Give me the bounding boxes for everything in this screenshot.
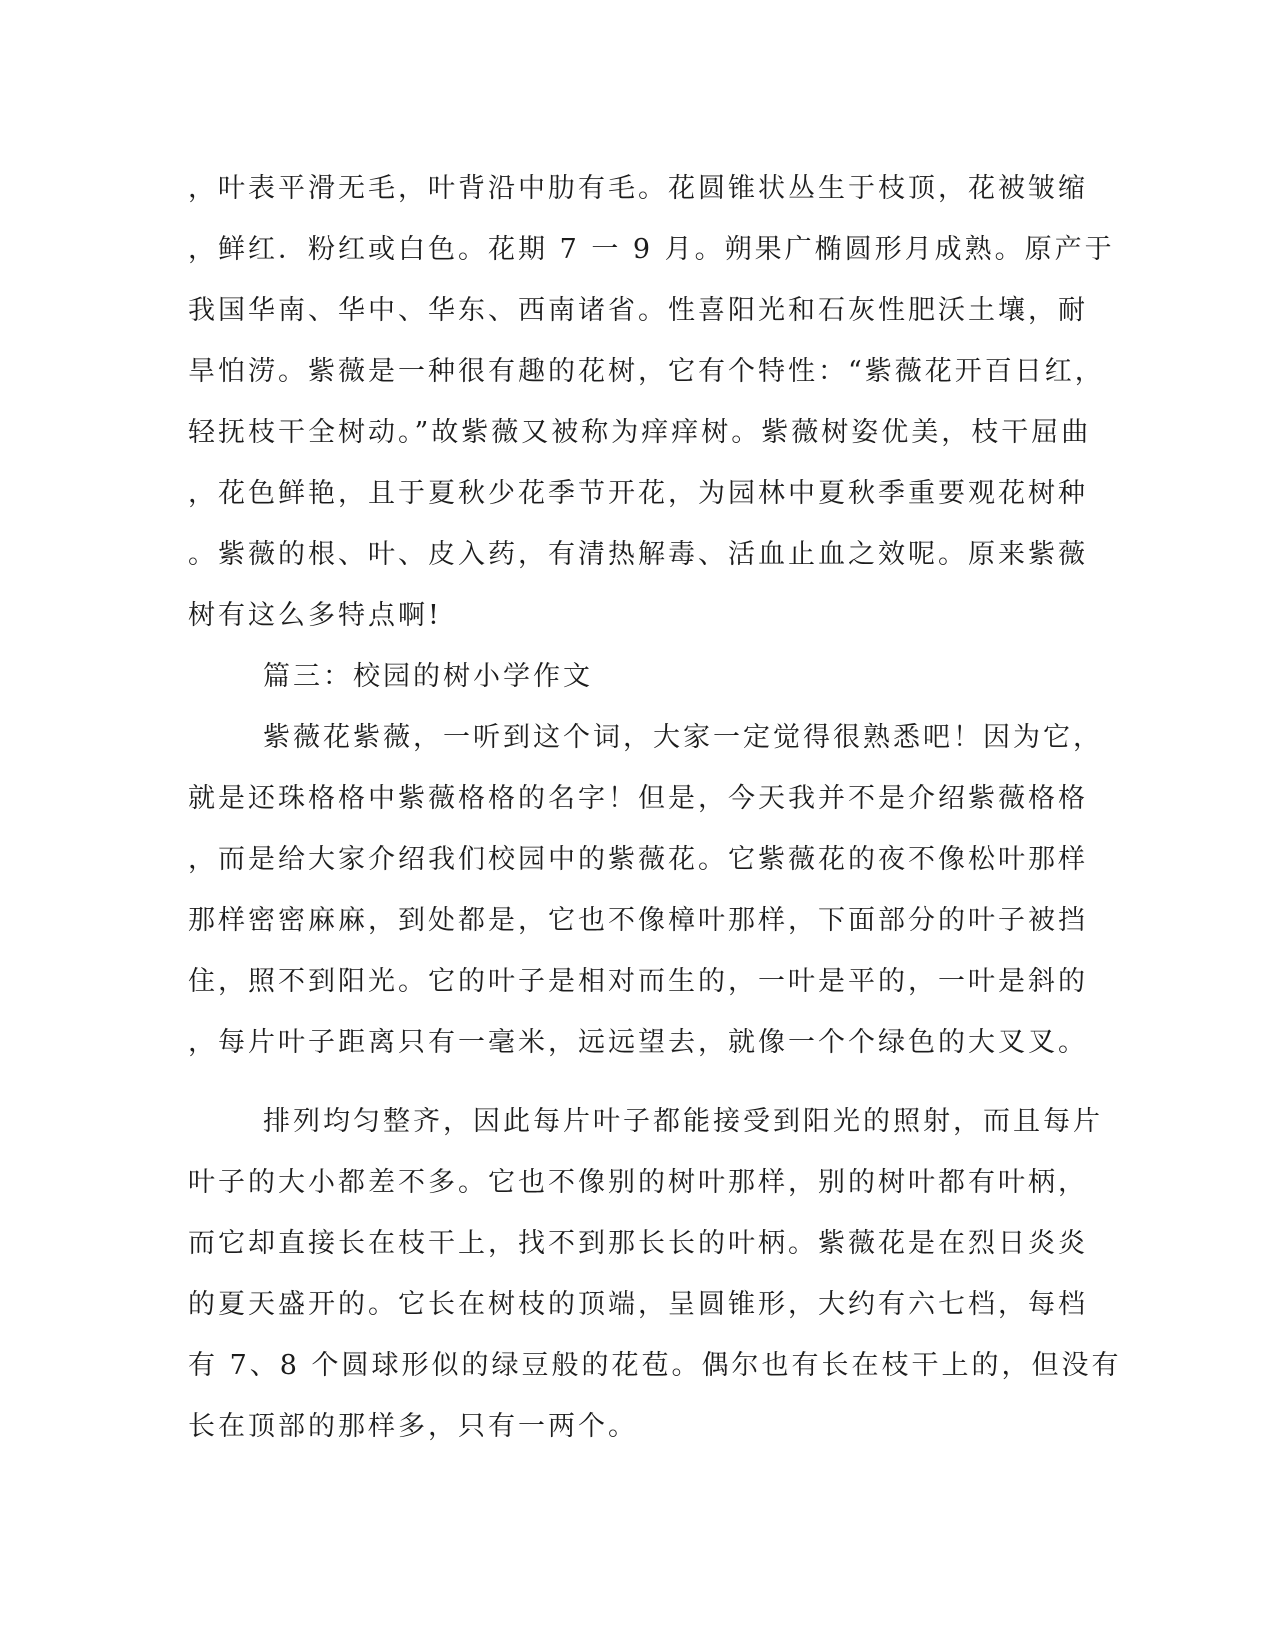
- text-line: 紫薇花紫薇，一听到这个词，大家一定觉得很熟悉吧！因为它，: [263, 722, 1103, 753]
- text-line: 树有这么多特点啊!: [188, 600, 442, 631]
- text-line: ，叶表平滑无毛，叶背沿中肋有毛。花圆锥状丛生于枝顶，花被皱缩: [188, 173, 1088, 204]
- text-line: 排列均匀整齐，因此每片叶子都能接受到阳光的照射，而且每片: [263, 1106, 1103, 1137]
- text-line: 轻抚枝干全树动。”故紫薇又被称为痒痒树。紫薇树姿优美，枝干屈曲: [188, 417, 1092, 448]
- text-line: 住，照不到阳光。它的叶子是相对而生的，一叶是平的，一叶是斜的: [188, 966, 1088, 997]
- text-line: 我国华南、华中、华东、西南诸省。性喜阳光和石灰性肥沃土壤，耐: [188, 295, 1088, 326]
- text-line: 长在顶部的那样多，只有一两个。: [188, 1411, 638, 1442]
- text-line: ，鲜红．粉红或白色。花期 7 一 9 月。朔果广椭圆形月成熟。原产于: [188, 234, 1115, 265]
- text-line: 而它却直接长在枝干上，找不到那长长的叶柄。紫薇花是在烈日炎炎: [188, 1228, 1088, 1259]
- text-block-2: [188, 1091, 1122, 1457]
- text-block-1: [188, 158, 1115, 1073]
- section-heading: 篇三：校园的树小学作文: [263, 661, 593, 692]
- text-line: 有 7、8 个圆球形似的绿豆般的花苞。偶尔也有长在枝干上的，但没有: [188, 1350, 1122, 1381]
- text-line: ，而是给大家介绍我们校园中的紫薇花。它紫薇花的夜不像松叶那样: [188, 844, 1088, 875]
- text-line: 叶子的大小都差不多。它也不像别的树叶那样，别的树叶都有叶柄，: [188, 1167, 1088, 1198]
- text-line: 旱怕涝。紫薇是一种很有趣的花树，它有个特性：“紫薇花开百日红，: [188, 356, 1105, 387]
- text-line: 那样密密麻麻，到处都是，它也不像樟叶那样，下面部分的叶子被挡: [188, 905, 1088, 936]
- text-line: ，每片叶子距离只有一毫米，远远望去，就像一个个绿色的大叉叉。: [188, 1027, 1088, 1058]
- text-line: 就是还珠格格中紫薇格格的名字！但是，今天我并不是介绍紫薇格格: [188, 783, 1088, 814]
- text-line: 的夏天盛开的。它长在树枝的顶端，呈圆锥形，大约有六七档，每档: [188, 1289, 1088, 1320]
- text-line: 。紫薇的根、叶、皮入药，有清热解毒、活血止血之效呢。原来紫薇: [188, 539, 1088, 570]
- text-line: ，花色鲜艳，且于夏秋少花季节开花，为园林中夏秋季重要观花树种: [188, 478, 1088, 509]
